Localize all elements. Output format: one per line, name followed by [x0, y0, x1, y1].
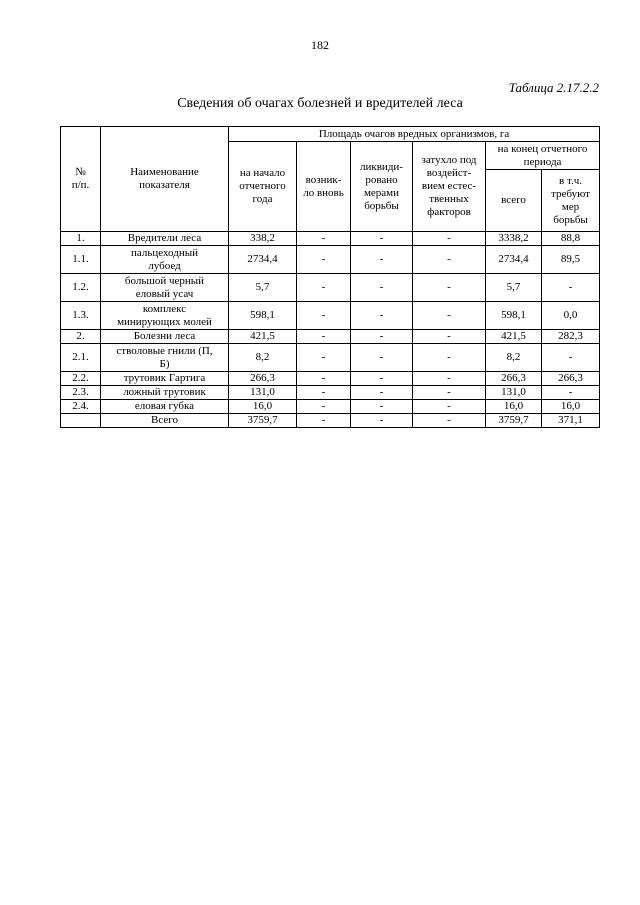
cell-requires: 88,8: [542, 232, 600, 246]
header-eliminated: ликвиди- ровано мерами борьбы: [351, 142, 413, 232]
header-faded: затухло под воздейст- вием естес- твенных факторов: [413, 142, 486, 232]
cell-requires: 89,5: [542, 246, 600, 274]
cell-requires: 371,1: [542, 414, 600, 428]
cell-total: 16,0: [486, 400, 542, 414]
cell-requires: 0,0: [542, 302, 600, 330]
table-row-total: [61, 414, 600, 428]
cell-start: 598,1: [229, 302, 297, 330]
cell-eliminated: -: [351, 372, 413, 386]
cell-total: 421,5: [486, 330, 542, 344]
cell-new: -: [297, 344, 351, 372]
header-num: № п/п.: [61, 127, 101, 232]
cell-new: -: [297, 400, 351, 414]
cell-name: трутовик Гартига: [101, 372, 229, 386]
cell-total: 8,2: [486, 344, 542, 372]
table-row: [61, 274, 600, 302]
table-row: [61, 246, 600, 274]
cell-total: 3338,2: [486, 232, 542, 246]
cell-faded: -: [413, 246, 486, 274]
cell-eliminated: -: [351, 344, 413, 372]
cell-total: 131,0: [486, 386, 542, 400]
cell-name: пальцеходный лубоед: [101, 246, 229, 274]
pests-diseases-table: [60, 126, 600, 428]
cell-faded: -: [413, 414, 486, 428]
cell-new: -: [297, 372, 351, 386]
cell-name: Вредители леса: [101, 232, 229, 246]
cell-eliminated: -: [351, 232, 413, 246]
cell-new: -: [297, 274, 351, 302]
cell-eliminated: -: [351, 246, 413, 274]
cell-num: 1.3.: [61, 302, 101, 330]
cell-num: 2.2.: [61, 372, 101, 386]
header-end-group: на конец отчетного периода: [486, 142, 600, 170]
header-name: Наименование показателя: [101, 127, 229, 232]
table-row: [61, 372, 600, 386]
cell-eliminated: -: [351, 386, 413, 400]
cell-faded: -: [413, 330, 486, 344]
cell-name: стволовые гнили (П, Б): [101, 344, 229, 372]
table-row: [61, 330, 600, 344]
cell-total: 3759,7: [486, 414, 542, 428]
cell-faded: -: [413, 344, 486, 372]
cell-start: 131,0: [229, 386, 297, 400]
cell-requires: -: [542, 386, 600, 400]
header-new: возник- ло вновь: [297, 142, 351, 232]
cell-new: -: [297, 302, 351, 330]
cell-num: 2.3.: [61, 386, 101, 400]
cell-start: 421,5: [229, 330, 297, 344]
table-row: [61, 344, 600, 372]
cell-faded: -: [413, 232, 486, 246]
cell-start: 338,2: [229, 232, 297, 246]
cell-requires: -: [542, 274, 600, 302]
cell-num: 1.2.: [61, 274, 101, 302]
table-label: Таблица 2.17.2.2: [508, 80, 599, 95]
cell-start: 3759,7: [229, 414, 297, 428]
cell-requires: 266,3: [542, 372, 600, 386]
cell-faded: -: [413, 400, 486, 414]
cell-name: комплекс минирующих молей: [101, 302, 229, 330]
cell-total: 2734,4: [486, 246, 542, 274]
cell-requires: 16,0: [542, 400, 600, 414]
table-row: [61, 232, 600, 246]
cell-num: 2.: [61, 330, 101, 344]
cell-requires: -: [542, 344, 600, 372]
cell-faded: -: [413, 386, 486, 400]
table-row: [61, 400, 600, 414]
table-row: [61, 302, 600, 330]
cell-faded: -: [413, 274, 486, 302]
cell-faded: -: [413, 302, 486, 330]
table-title: Сведения об очагах болезней и вредителей леса: [177, 96, 463, 111]
cell-eliminated: -: [351, 414, 413, 428]
cell-num: 1.1.: [61, 246, 101, 274]
page-number: 182: [311, 38, 329, 52]
header-start: на начало отчетного года: [229, 142, 297, 232]
cell-num: 2.1.: [61, 344, 101, 372]
cell-start: 8,2: [229, 344, 297, 372]
cell-new: -: [297, 246, 351, 274]
cell-new: -: [297, 330, 351, 344]
cell-new: -: [297, 232, 351, 246]
cell-new: -: [297, 386, 351, 400]
cell-total: 598,1: [486, 302, 542, 330]
table-row: [61, 386, 600, 400]
cell-eliminated: -: [351, 400, 413, 414]
cell-name: большой черный еловый усач: [101, 274, 229, 302]
cell-name: ложный трутовик: [101, 386, 229, 400]
header-area-group: Площадь очагов вредных организмов, га: [229, 127, 600, 142]
cell-requires: 282,3: [542, 330, 600, 344]
cell-eliminated: -: [351, 274, 413, 302]
cell-eliminated: -: [351, 330, 413, 344]
cell-num: 1.: [61, 232, 101, 246]
cell-faded: -: [413, 372, 486, 386]
cell-start: 16,0: [229, 400, 297, 414]
cell-name: Болезни леса: [101, 330, 229, 344]
cell-name: Всего: [101, 414, 229, 428]
cell-num: [61, 414, 101, 428]
cell-start: 5,7: [229, 274, 297, 302]
cell-num: 2.4.: [61, 400, 101, 414]
cell-total: 266,3: [486, 372, 542, 386]
cell-start: 2734,4: [229, 246, 297, 274]
header-requires: в т.ч. требуют мер борьбы: [542, 170, 600, 232]
cell-new: -: [297, 414, 351, 428]
cell-start: 266,3: [229, 372, 297, 386]
cell-eliminated: -: [351, 302, 413, 330]
header-total: всего: [486, 170, 542, 232]
cell-total: 5,7: [486, 274, 542, 302]
cell-name: еловая губка: [101, 400, 229, 414]
